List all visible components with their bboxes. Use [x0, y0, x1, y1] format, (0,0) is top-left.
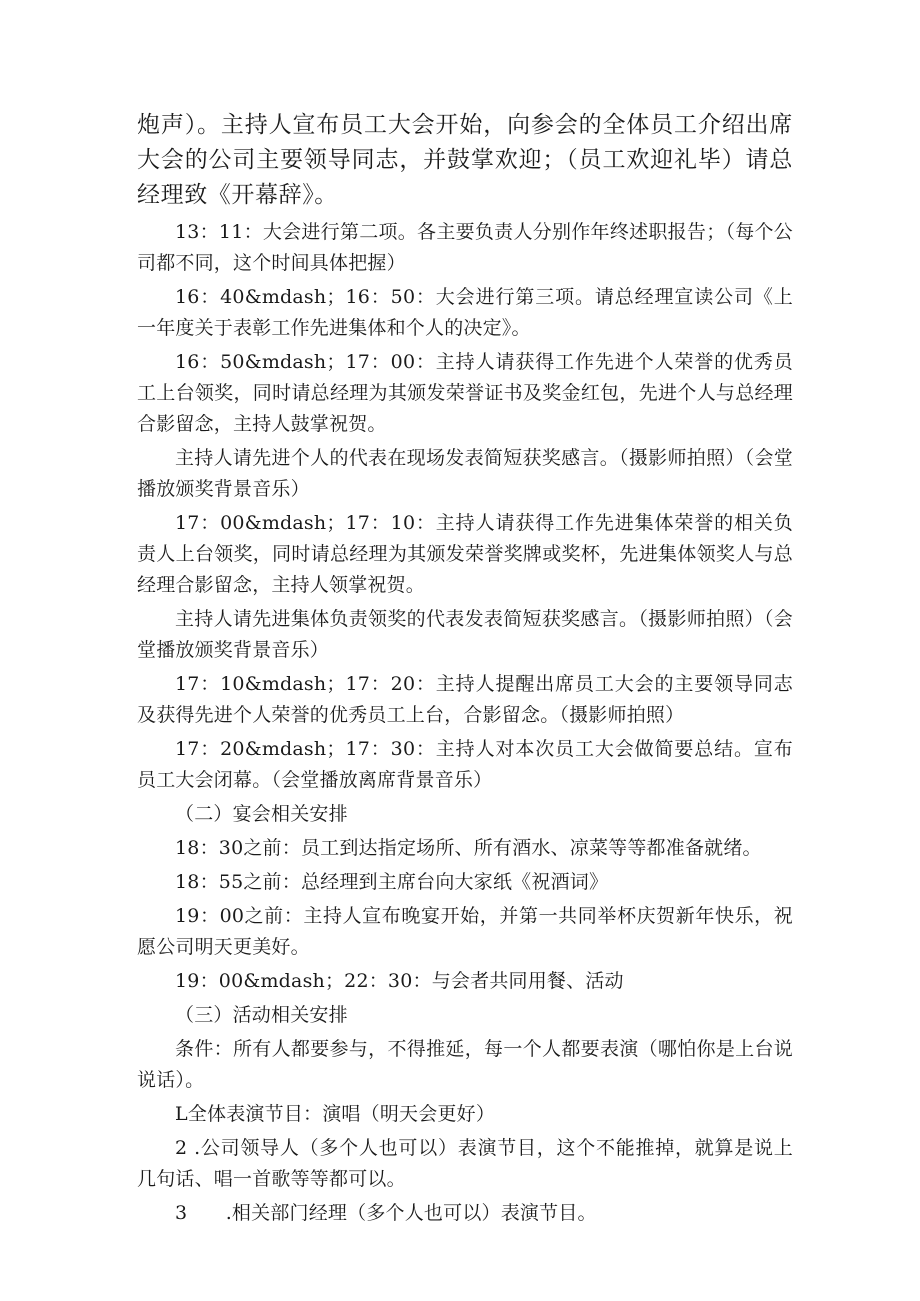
list-item-1: L全体表演节目：演唱（明天会更好）	[175, 1103, 496, 1125]
paragraph-item-1650: 16：50&mdash；17：00：主持人请获得工作先进个人荣誉的优秀员工上台领奖，同时请总经理为其颁发荣誉证书及奖金红包，先进个人与总经理合影留念，主持人鼓掌祝贺。	[137, 351, 793, 435]
section-heading-activities: （三）活动相关安排	[175, 1004, 348, 1026]
paragraph-individual-speech: 主持人请先进个人的代表在现场发表简短获奖感言。（摄影师拍照）（会堂播放颁奖背景音乐）	[137, 447, 793, 500]
paragraph-item-1855: 18：55之前：总经理到主席台向大家纸《祝酒词》	[175, 871, 609, 893]
paragraph-conditions: 条件：所有人都要参与，不得推延，每一个人都要表演（哪怕你是上台说说话）。	[137, 1038, 793, 1091]
list-item-3: 3 .相关部门经理（多个人也可以）表演节目。	[175, 1202, 597, 1224]
document-body	[137, 108, 793, 1229]
paragraph-item-1640: 16：40&mdash；16：50：大会进行第三项。请总经理宣读公司《上一年度关于表彰工作先进集体和个人的决定》。	[137, 286, 793, 339]
paragraph-item-1830: 18：30之前：员工到达指定场所、所有酒水、凉菜等等都准备就绪。	[175, 837, 762, 859]
paragraph-item-1900-2230: 19：00&mdash；22：30：与会者共同用餐、活动	[175, 970, 624, 992]
paragraph-opening: 炮声）。主持人宣布员工大会开始，向参会的全体员工介绍出席大会的公司主要领导同志，并鼓掌欢迎；（员工欢迎礼毕）请总经理致《开幕辞》。	[137, 112, 793, 208]
section-heading-banquet: （二）宴会相关安排	[175, 803, 348, 825]
paragraph-item-1900: 19：00之前：主持人宣布晚宴开始，并第一共同举杯庆贺新年快乐，祝愿公司明天更美好。	[137, 905, 793, 958]
paragraph-item-1311: 13：11：大会进行第二项。各主要负责人分别作年终述职报告；（每个公司都不同，这个时间具体把握）	[137, 221, 793, 274]
paragraph-item-1700: 17：00&mdash；17：10：主持人请获得工作先进集体荣誉的相关负责人上台领奖，同时请总经理为其颁发荣誉奖牌或奖杯，先进集体领奖人与总经理合影留念，主持人领掌祝贺。	[137, 512, 793, 596]
paragraph-item-1710: 17：10&mdash；17：20：主持人提醒出席员工大会的主要领导同志及获得先进个人荣誉的优秀员工上台，合影留念。（摄影师拍照）	[137, 673, 793, 726]
list-item-2: 2 .公司领导人（多个人也可以）表演节目，这个不能推掉，就算是说上几句话、唱一首歌等等都可以。	[137, 1137, 793, 1190]
paragraph-collective-speech: 主持人请先进集体负责领奖的代表发表简短获奖感言。（摄影师拍照）（会堂播放颁奖背景音乐）	[137, 608, 793, 661]
paragraph-item-1720: 17：20&mdash；17：30：主持人对本次员工大会做简要总结。宣布员工大会闭幕。（会堂播放离席背景音乐）	[137, 738, 793, 791]
